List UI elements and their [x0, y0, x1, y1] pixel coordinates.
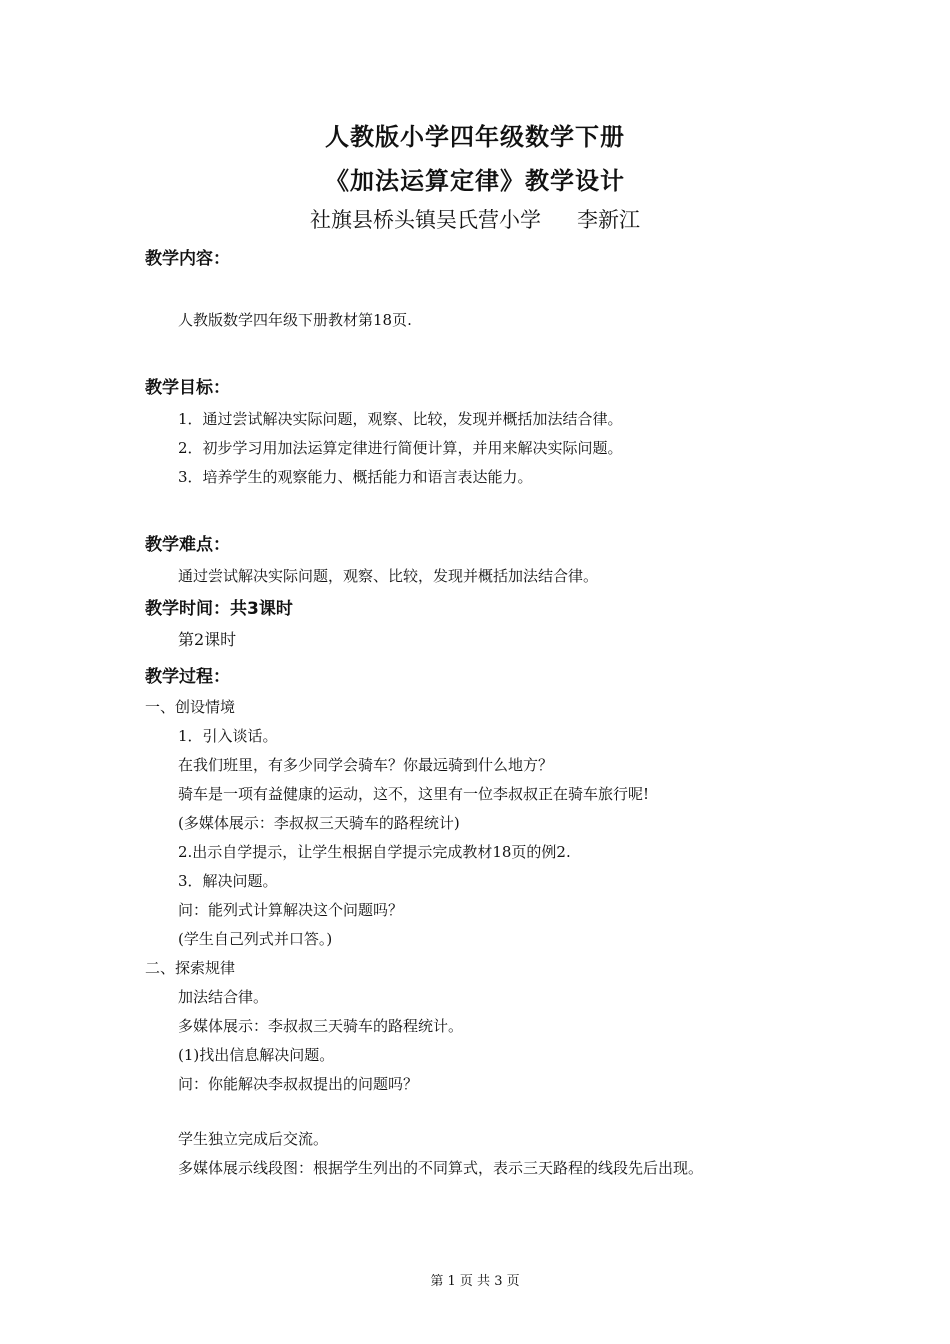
author-name: 李新江	[577, 208, 640, 232]
byline	[0, 204, 950, 234]
difficulty-heading: 教学难点：	[145, 535, 230, 555]
school-name: 社旗县桥头镇吴氏营小学	[310, 208, 541, 232]
process-line: 2.出示自学提示，让学生根据自学提示完成教材18页的例2.	[178, 843, 571, 861]
section-title: 一、创设情境	[145, 698, 236, 716]
document-subtitle: 《加法运算定律》教学设计	[325, 167, 625, 195]
objectives-heading: 教学目标：	[145, 378, 230, 398]
objective-item: 3．培养学生的观察能力、概括能力和语言表达能力。	[178, 468, 533, 486]
content-heading: 教学内容：	[145, 249, 230, 269]
process-line: 问：你能解决李叔叔提出的问题吗？	[178, 1075, 419, 1093]
process-line: 多媒体展示线段图：根据学生列出的不同算式，表示三天路程的线段先后出现。	[178, 1159, 704, 1177]
objective-item: 1．通过尝试解决实际问题，观察、比较，发现并概括加法结合律。	[178, 410, 623, 428]
process-line: (学生自己列式并口答。)	[178, 930, 333, 948]
process-line: 多媒体展示：李叔叔三天骑车的路程统计。	[178, 1017, 464, 1035]
difficulty-text: 通过尝试解决实际问题，观察、比较，发现并概括加法结合律。	[178, 567, 599, 585]
process-heading: 教学过程：	[145, 667, 230, 687]
process-line: 问：能列式计算解决这个问题吗？	[178, 901, 404, 919]
page-number: 第 1 页 共 3 页	[430, 1274, 520, 1289]
process-line: 骑车是一项有益健康的运动，这不，这里有一位李叔叔正在骑车旅行呢!	[178, 785, 650, 803]
process-line: 学生独立完成后交流。	[178, 1130, 329, 1148]
process-line: 在我们班里，有多少同学会骑车？你最远骑到什么地方？	[178, 756, 554, 774]
objective-item: 2．初步学习用加法运算定律进行简便计算，并用来解决实际问题。	[178, 439, 623, 457]
process-line: 加法结合律。	[178, 988, 269, 1006]
content-text: 人教版数学四年级下册教材第18页.	[178, 311, 412, 329]
time-heading: 教学时间：共3课时	[145, 599, 293, 619]
process-line: 1．引入谈话。	[178, 727, 278, 745]
process-line: (1)找出信息解决问题。	[178, 1046, 335, 1064]
document-title: 人教版小学四年级数学下册	[325, 123, 625, 151]
section-title: 二、探索规律	[145, 959, 236, 977]
process-line: (多媒体展示：李叔叔三天骑车的路程统计)	[178, 814, 460, 832]
lesson-number: 第2课时	[178, 630, 237, 649]
process-line: 3．解决问题。	[178, 872, 278, 890]
